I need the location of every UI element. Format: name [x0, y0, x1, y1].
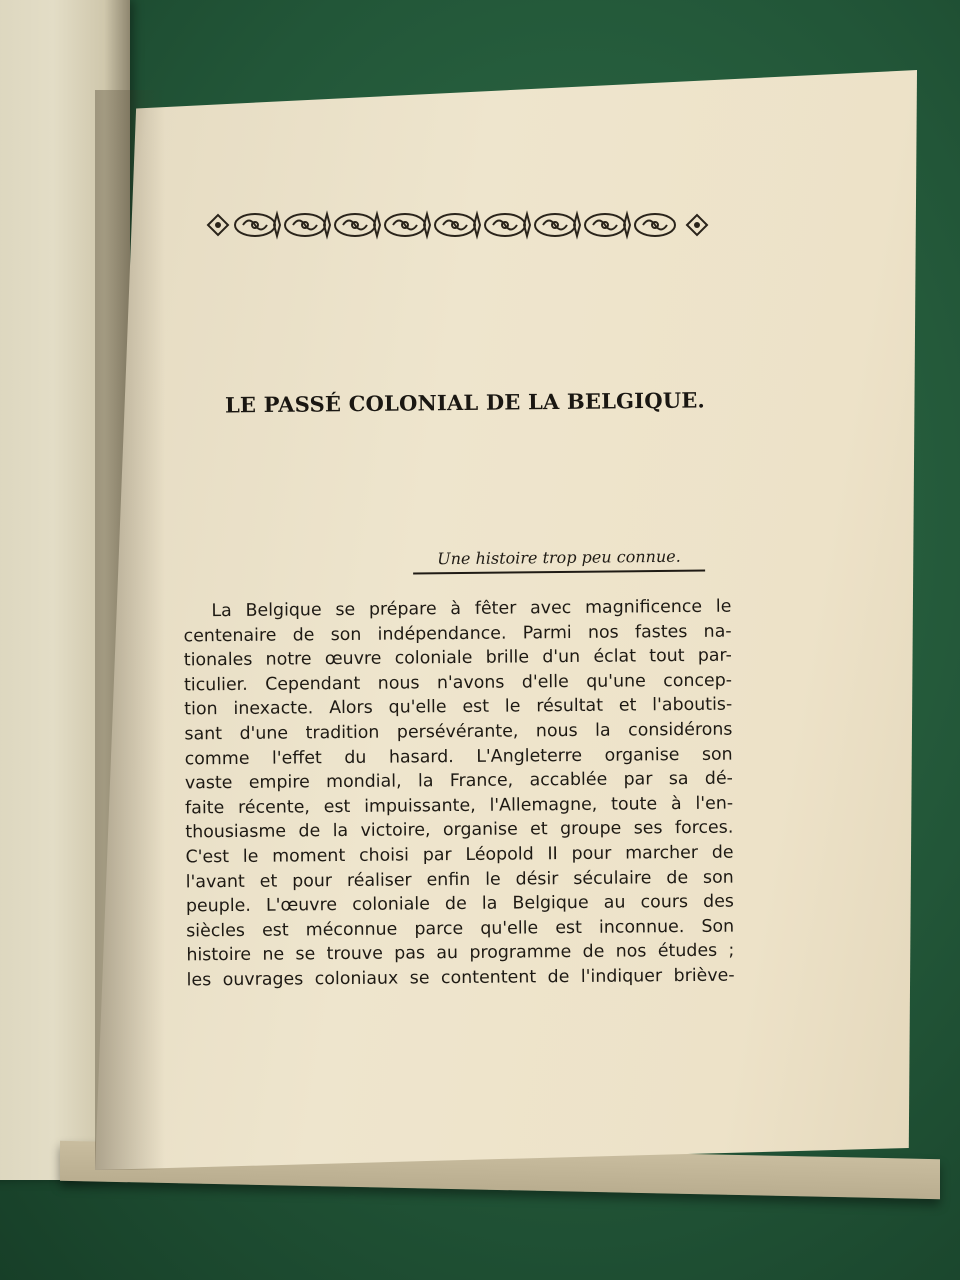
body-line: centenaire de son indépendance. Parmi nos fastes na- [183, 621, 732, 646]
body-line: faite récente, est impuissante, l'Allemagne, toute à l'en- [185, 793, 734, 819]
body-line: thousiasme de la victoire, organise et groupe ses forces. [185, 817, 734, 843]
body-line: sant d'une tradition persévérante, nous la considérons [184, 719, 733, 745]
body-line: tion inexacte. Alors qu'elle est le résultat et l'aboutis- [184, 694, 733, 720]
page-title: LE PASSÉ COLONIAL DE LA BELGIQUE. [224, 387, 706, 418]
body-line: les ouvrages coloniaux se contentent de l'indiquer briève- [186, 965, 735, 991]
body-line: C'est le moment choisi par Léopold II pour marcher de [185, 842, 734, 868]
body-line: l'avant et pour réaliser enfin le désir séculaire de son [185, 867, 734, 892]
body-line: vaste empire mondial, la France, accablée par sa dé- [184, 768, 733, 794]
body-line: comme l'effet du hasard. L'Angleterre organise son [184, 744, 733, 769]
body-line: La Belgique se prépare à fêter avec magnificence le [211, 596, 732, 622]
decorative-ornament-band [200, 200, 715, 250]
body-line: histoire ne se trouve pas au programme de nos études ; [186, 940, 735, 966]
section-heading: Une histoire trop peu connue. [413, 546, 705, 574]
body-line: tionales notre œuvre coloniale brille d'un éclat tout par- [183, 645, 732, 671]
body-line: peuple. L'œuvre coloniale de la Belgique au cours des [185, 891, 735, 917]
body-line: siècles est méconnue parce qu'elle est inconnue. Son [186, 916, 735, 942]
body-text [183, 595, 734, 993]
body-line: ticulier. Cependant nous n'avons d'elle qu'une concep- [183, 670, 733, 696]
